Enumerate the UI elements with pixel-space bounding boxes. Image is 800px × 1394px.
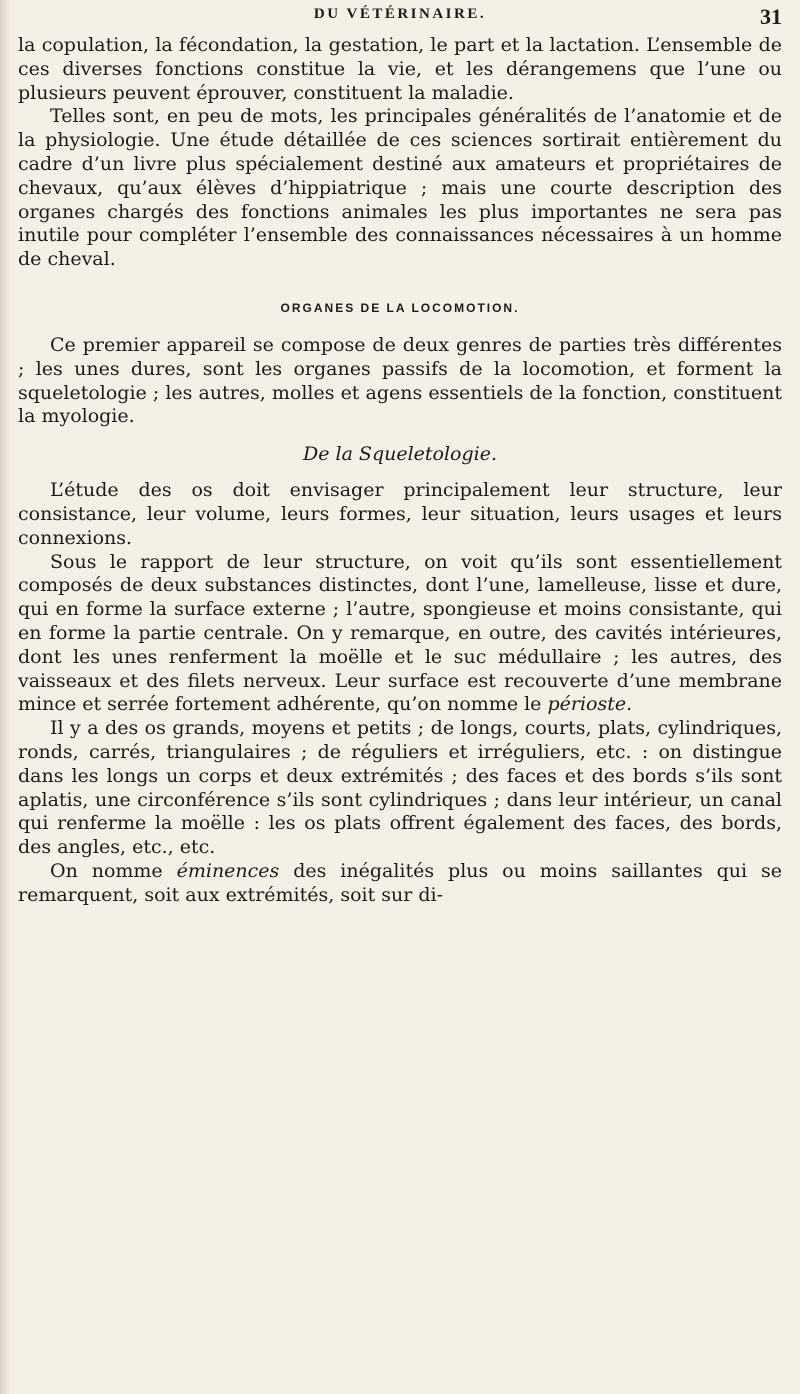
page-header	[0, 0, 800, 36]
eminences-intro: On nomme	[50, 859, 163, 882]
paragraph-structure-des-os	[18, 551, 782, 718]
paragraph-types-des-os: Il y a des os grands, moyens et petits ; de longs, courts, plats, cylindriques, ronds, carrés, triangulaires ; de réguliers et irréguliers, etc. : on distingue dans les longs un corps et deux extrémités ; des faces et des bords s’ils sont aplatis, une circonférence s’ils sont cylindriques ; dans leur intérieur, un canal qui renferme la moëlle : les os plats offrent également des faces, des bords, des angles, etc., etc.	[18, 717, 782, 859]
paragraph-generalites: Telles sont, en peu de mots, les principales généralités de l’anatomie et de la physiologie. Une étude détaillée de ces sciences sortirait entièrement du cadre d’un livre plus spécialement destiné aux amateurs et propriétaires de chevaux, qu’aux élèves d’hippiatrique ; mais une courte description des organes chargés des fonctions animales les plus importantes ne sera pas inutile pour compléter l’ensemble des connaissances nécessaires à un homme de cheval.	[18, 105, 782, 271]
structure-ending: .	[626, 693, 633, 716]
eminences-text: des inégalités plus ou moins saillantes qui se remarquent, soit aux extrémités, soit sur di-	[18, 859, 782, 906]
structure-text: Sous le rapport de leur structure, on voit qu’ils sont essentiellement composés de deux substances distinctes, dont l’une, lamelleuse, lisse et dure, qui en forme la surface externe ; l’autre, spongieuse et moins consistante, qui en forme la partie centrale. On y remarque, en outre, des cavités intérieures, dont les unes renferment la moëlle et le suc médullaire ; les autres, des vaisseaux et des filets nerveux. Leur surface est recouverte d’une membrane mince et serrée fortement adhérente, qu’on nomme le	[18, 550, 782, 716]
periosteum-term: périoste	[547, 693, 627, 716]
paragraph-etude-des-os: L’étude des os doit envisager principalement leur structure, leur consistance, leur volume, leurs formes, leur situation, leurs usages et leurs connexions.	[18, 479, 782, 549]
running-title: DU VÉTÉRINAIRE.	[313, 6, 487, 22]
paragraph-locomotion: Ce premier appareil se compose de deux genres de parties très différentes ; les unes dures, sont les organes passifs de la locomotion, et forment la squeletologie ; les autres, molles et agens essentiels de la fonction, constituent la myologie.	[18, 333, 782, 428]
subheading-squeletologie: De la Squeletologie.	[302, 443, 498, 466]
section-heading: ORGANES DE LA LOCOMOTION.	[280, 300, 520, 315]
page-body	[18, 32, 782, 908]
page-gutter-shadow	[0, 0, 10, 1394]
paragraph-copulation-maladie: la copulation, la fécondation, la gestation, le part et la lactation. L’ensemble de ces diverses fonctions constitue la vie, et les dérangemens que l’une ou plusieurs peuvent éprouver, constituent la maladie.	[18, 34, 782, 104]
eminences-term: éminences	[176, 859, 280, 882]
page-number: 31	[760, 4, 782, 29]
paragraph-eminences	[18, 860, 782, 908]
